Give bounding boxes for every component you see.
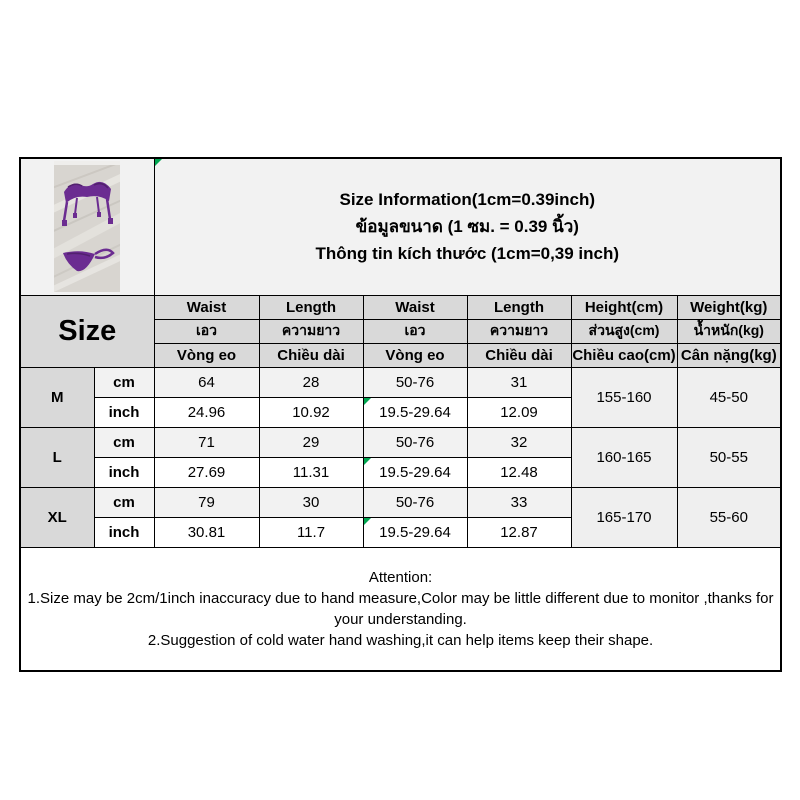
cell-l-inch-waist-1: 27.69 bbox=[154, 457, 259, 487]
title-line-english: Size Information(1cm=0.39inch) bbox=[339, 190, 596, 210]
cell-l-weight: 50-55 bbox=[677, 427, 781, 487]
size-label-l: L bbox=[20, 427, 94, 487]
col-header-length-1-en: Length bbox=[259, 295, 363, 319]
cell-xl-inch-length-1: 11.7 bbox=[259, 517, 363, 547]
col-header-waist-1-vi: Vòng eo bbox=[154, 343, 259, 367]
cell-xl-cm-waist-2: 50-76 bbox=[363, 487, 467, 517]
unit-label-cm: cm bbox=[94, 427, 154, 457]
cell-m-cm-waist-1: 64 bbox=[154, 367, 259, 397]
cell-xl-inch-waist-2: 19.5-29.64 bbox=[363, 517, 467, 547]
cell-m-weight: 45-50 bbox=[677, 367, 781, 427]
attention-note-1: 1.Size may be 2cm/1inch inaccuracy due to hand measure,Color may be little different due to monitor ,thanks for your understanding. bbox=[27, 589, 774, 628]
cell-xl-inch-waist-1: 30.81 bbox=[154, 517, 259, 547]
cell-xl-height: 165-170 bbox=[571, 487, 677, 547]
col-header-waist-2-en: Waist bbox=[363, 295, 467, 319]
col-header-weight-vi: Cân nặng(kg) bbox=[677, 343, 781, 367]
cell-l-cm-length-2: 32 bbox=[467, 427, 571, 457]
cell-l-height: 160-165 bbox=[571, 427, 677, 487]
cell-l-inch-length-1: 11.31 bbox=[259, 457, 363, 487]
row-m-cm bbox=[20, 367, 781, 397]
col-header-height-th: ส่วนสูง(cm) bbox=[571, 319, 677, 343]
col-header-waist-1-th: เอว bbox=[154, 319, 259, 343]
product-photo-image bbox=[54, 161, 120, 292]
product-photo bbox=[54, 161, 120, 292]
cell-xl-cm-length-2: 33 bbox=[467, 487, 571, 517]
col-header-length-2-en: Length bbox=[467, 295, 571, 319]
cell-m-inch-waist-2: 19.5-29.64 bbox=[363, 397, 467, 427]
attention-cell bbox=[20, 547, 781, 671]
unit-label-inch: inch bbox=[94, 457, 154, 487]
cell-l-inch-length-2: 12.48 bbox=[467, 457, 571, 487]
cell-xl-weight: 55-60 bbox=[677, 487, 781, 547]
unit-label-inch: inch bbox=[94, 397, 154, 427]
size-table bbox=[19, 157, 782, 672]
size-label-m: M bbox=[20, 367, 94, 427]
col-header-length-1-vi: Chiều dài bbox=[259, 343, 363, 367]
attention-row bbox=[20, 547, 781, 671]
cell-m-inch-waist-1: 24.96 bbox=[154, 397, 259, 427]
cell-l-cm-waist-2: 50-76 bbox=[363, 427, 467, 457]
cell-m-cm-length-2: 31 bbox=[467, 367, 571, 397]
col-header-length-2-th: ความยาว bbox=[467, 319, 571, 343]
col-header-height-en: Height(cm) bbox=[571, 295, 677, 319]
attention-heading: Attention: bbox=[368, 568, 433, 586]
row-xl-cm bbox=[20, 487, 781, 517]
col-header-length-1-th: ความยาว bbox=[259, 319, 363, 343]
title-line-thai: ข้อมูลขนาด (1 ซม. = 0.39 นิ้ว) bbox=[355, 217, 579, 237]
cell-l-cm-length-1: 29 bbox=[259, 427, 363, 457]
unit-label-inch: inch bbox=[94, 517, 154, 547]
col-header-waist-2-vi: Vòng eo bbox=[363, 343, 467, 367]
cell-m-inch-length-2: 12.09 bbox=[467, 397, 571, 427]
col-header-waist-1-en: Waist bbox=[154, 295, 259, 319]
cell-xl-cm-waist-1: 79 bbox=[154, 487, 259, 517]
cell-m-height: 155-160 bbox=[571, 367, 677, 427]
cell-l-cm-waist-1: 71 bbox=[154, 427, 259, 457]
cell-flag-icon bbox=[364, 518, 371, 525]
cell-m-cm-length-1: 28 bbox=[259, 367, 363, 397]
attention-note-2: 2.Suggestion of cold water hand washing,it can help items keep their shape. bbox=[147, 631, 654, 649]
cell-m-inch-length-1: 10.92 bbox=[259, 397, 363, 427]
col-header-height-vi: Chiều cao(cm) bbox=[571, 343, 677, 367]
title-row bbox=[20, 158, 781, 295]
size-label-xl: XL bbox=[20, 487, 94, 547]
col-header-waist-2-th: เอว bbox=[363, 319, 467, 343]
col-header-weight-th: น้ำหนัก(kg) bbox=[677, 319, 781, 343]
cell-m-cm-waist-2: 50-76 bbox=[363, 367, 467, 397]
cell-xl-inch-length-2: 12.87 bbox=[467, 517, 571, 547]
cell-l-inch-waist-2: 19.5-29.64 bbox=[363, 457, 467, 487]
row-l-cm bbox=[20, 427, 781, 457]
title-cell bbox=[154, 158, 781, 295]
cell-flag-icon bbox=[364, 458, 371, 465]
cell-flag-icon bbox=[155, 159, 162, 166]
header-row-english bbox=[20, 295, 781, 319]
product-photo-cell bbox=[20, 158, 154, 295]
unit-label-cm: cm bbox=[94, 367, 154, 397]
col-header-length-2-vi: Chiều dài bbox=[467, 343, 571, 367]
size-header-cell: Size bbox=[20, 295, 154, 367]
cell-xl-cm-length-1: 30 bbox=[259, 487, 363, 517]
cell-flag-icon bbox=[364, 398, 371, 405]
col-header-weight-en: Weight(kg) bbox=[677, 295, 781, 319]
unit-label-cm: cm bbox=[94, 487, 154, 517]
title-line-vietnamese: Thông tin kích thước (1cm=0,39 inch) bbox=[315, 244, 620, 264]
